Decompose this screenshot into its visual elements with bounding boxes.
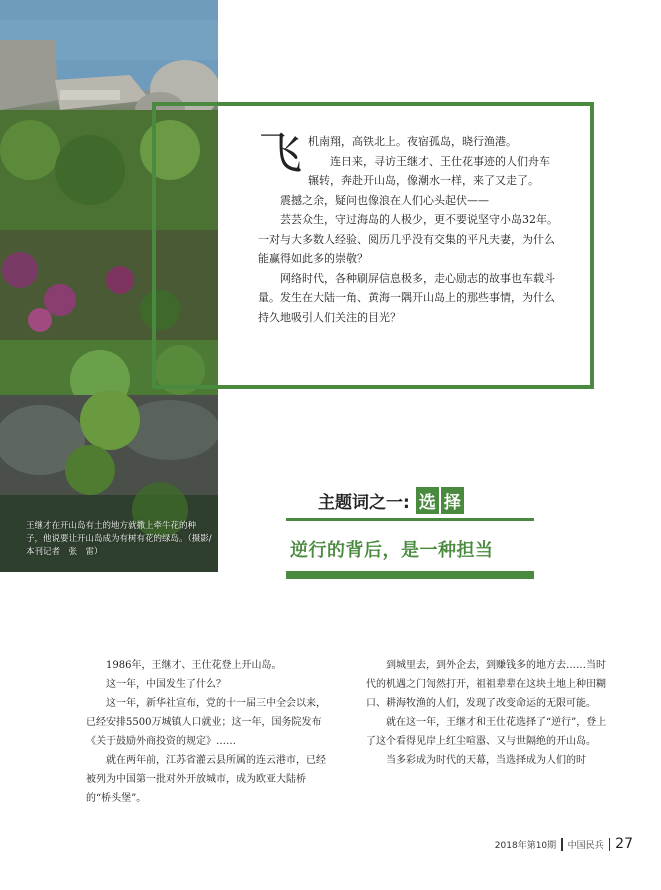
theme-heading	[318, 487, 464, 514]
intro-paragraph: 芸芸众生，守过海岛的人极少，更不要说坚守小岛32年。一对与大多数人经验、阅历几乎没有交集的平凡夫妻，为什么能赢得如此多的崇敬？	[258, 213, 558, 265]
body-paragraph: 这一年，新华社宣布，党的十一届三中全会以来，已经安排5500万城镇人口就业；这一年，国务院发布《关于鼓励外商投资的规定》……	[86, 698, 326, 747]
theme-tag	[414, 487, 464, 514]
body-paragraph: 当多彩成为时代的天幕，当选择成为人们的时	[386, 755, 586, 766]
body-paragraph: 就在两年前，江苏省灌云县所属的连云港市，已经被列为中国第一批对外开放城市，成为欧亚大陆桥的“桥头堡”。	[86, 755, 326, 804]
body-column-left	[86, 656, 326, 808]
footer-divider	[609, 838, 611, 851]
page-footer	[495, 836, 633, 852]
intro-paragraph: 震撼之余，疑问也像浪在人们心头起伏——	[280, 193, 489, 207]
body-paragraph: 就在这一年，王继才和王仕花选择了“逆行”，登上了这个看得见岸上红尘喧嚣、又与世隔绝的开山岛。	[366, 717, 607, 747]
body-paragraph: 到城里去，到外企去，到赚钱多的地方去……当时代的机遇之门訇然打开，祖祖辈辈在这块土地上种田糊口、耕海牧渔的人们，发现了改变命运的无限可能。	[366, 660, 606, 709]
intro-paragraph: 网络时代，各种刷屏信息极多，走心励志的故事也车载斗量。发生在大陆一角、黄海一隅开山岛上的那些事情，为什么持久地吸引人们关注的目光？	[258, 271, 555, 324]
theme-tag-char: 择	[441, 487, 464, 514]
body-paragraph: 1986年，王继才、王仕花登上开山岛。	[106, 660, 282, 671]
intro-paragraph: 连日来，寻访王继才、王仕花事迹的人们舟车辗转，奔赴开山岛，像潮水一样，来了又走了。	[308, 154, 550, 187]
photo-caption: 王继才在开山岛有土的地方就撒上牵牛花的种子，他说要让开山岛成为有树有花的绿岛。（摄影/本刊记者 张 雷）	[26, 521, 212, 557]
intro-text	[258, 128, 558, 327]
intro-paragraph: 机南翔，高铁北上。夜宿孤岛，晓行渔港。	[308, 135, 517, 148]
heading-rule-top	[286, 518, 534, 521]
body-paragraph: 这一年，中国发生了什么？	[106, 679, 226, 690]
theme-prefix: 主题词之一:	[318, 493, 410, 513]
theme-tag-char: 选	[416, 487, 439, 514]
issue-label: 2018年第10期	[494, 840, 557, 851]
page-number: 27	[615, 836, 633, 852]
heading-rule-bottom	[286, 571, 534, 579]
drop-cap: 飞	[258, 128, 302, 179]
magazine-name: 中国民兵	[567, 840, 604, 851]
footer-divider	[561, 838, 563, 851]
section-subtitle: 逆行的背后，是一种担当	[290, 540, 494, 561]
body-column-right	[366, 656, 608, 770]
